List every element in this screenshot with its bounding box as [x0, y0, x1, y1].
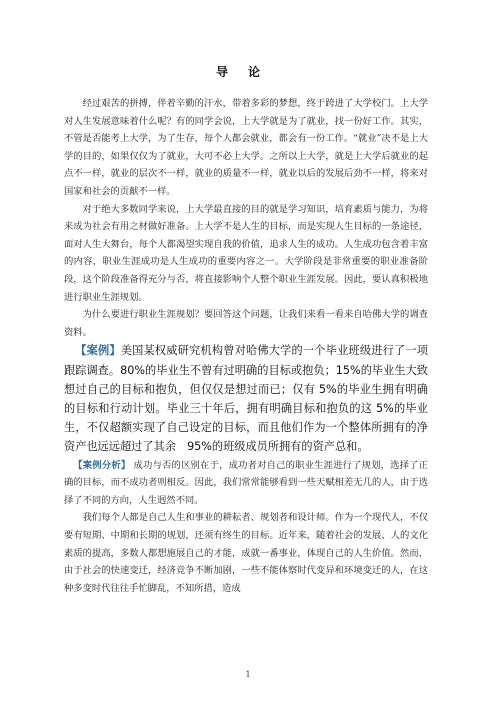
intro-paragraph-2: 对于绝大多数同学来说，上大学最直接的目的就是学习知识，培育素质与能力，为将来成为社会有用之材做好准备。上大学不是人生的目标，而是实现人生目标的一条途径，面对人生大舞台，每个人都渴望实现自我的价值，追求人生的成功。人生成功包含着丰富的内容，职业生涯成功是人生成功的重要内容之一。大学阶段是非常重要的职业准备阶段，这个阶段准备得充分与否，将直接影响个人整个职业生涯发展。因此，要认真积极地进行职业生涯规划。 [64, 203, 428, 303]
intro-paragraph-3: 为什么要进行职业生涯规划？要回答这个问题，让我们来看一看来自哈佛大学的调查资料。 [64, 309, 428, 338]
final-paragraph: 我们每个人都是自己人生和事业的耕耘者、规划者和设计师。作为一个现代人，不仅要有短期、中期和长期的规划，还须有终生的目标。近年来，随着社会的发展、人的文化素质的提高，多数人都想施展自己的才能，成就一番事业，体现自己的人生价值。然而，由于社会的快速变迁，经济竞争不断加剧，一些不能体察时代变异和环境变迁的人，在这种多变时代往往手忙脚乱，不知所措，造成 [64, 512, 428, 594]
case-text: 美国某权威研究机构曾对哈佛大学的一个毕业班级进行了一项跟踪调查。80%的毕业生不曾有过明确的目标或抱负；15%的毕业生大致想过自己的目标和抱负，但仅仅是想过而已；仅有 5%的毕业生拥有明确的目标和行动计划。毕业三十年后，拥有明确目标和抱负的这 5%的毕业生，不仅超额实现了自己设定的目标，而且他们作为一个整体所拥有的净资产也远远超过了其余 95%的班级成员所拥有的资产总和。 [64, 344, 428, 454]
analysis-block [64, 457, 428, 510]
intro-paragraph-1: 经过艰苦的拼搏，伴着辛勤的汗水，带着多彩的梦想，终于跨进了大学校门。上大学对人生发展意味着什么呢？有的同学会说，上大学就是为了就业，找一份好工作。其实，不管是否能考上大学，为了生存，每个人都会就业，都会有一份工作。“就业”决不是上大学的目的，如果仅仅为了就业，大可不必上大学。之所以上大学，就是上大学后就业的起点不一样，就业的层次不一样，就业的质量不一样，就业以后的发展后劲不一样，将来对国家和社会的贡献不一样。 [64, 98, 428, 197]
body-content [64, 95, 428, 597]
page-number: 1 [245, 670, 251, 679]
analysis-tag: 【案例分析】 [73, 459, 131, 471]
page-title: 导论 [215, 65, 280, 79]
case-tag: 【案例】 [75, 344, 121, 358]
analysis-text: 成功与否的区别在于，成功者对自己的职业生涯进行了规划，选择了正确的目标，而不成功者则相反。因此，我们常常能够看到一些天赋相差无几的人，由于选择了不同的方向，人生迥然不同。 [64, 459, 428, 506]
case-block [64, 341, 428, 456]
